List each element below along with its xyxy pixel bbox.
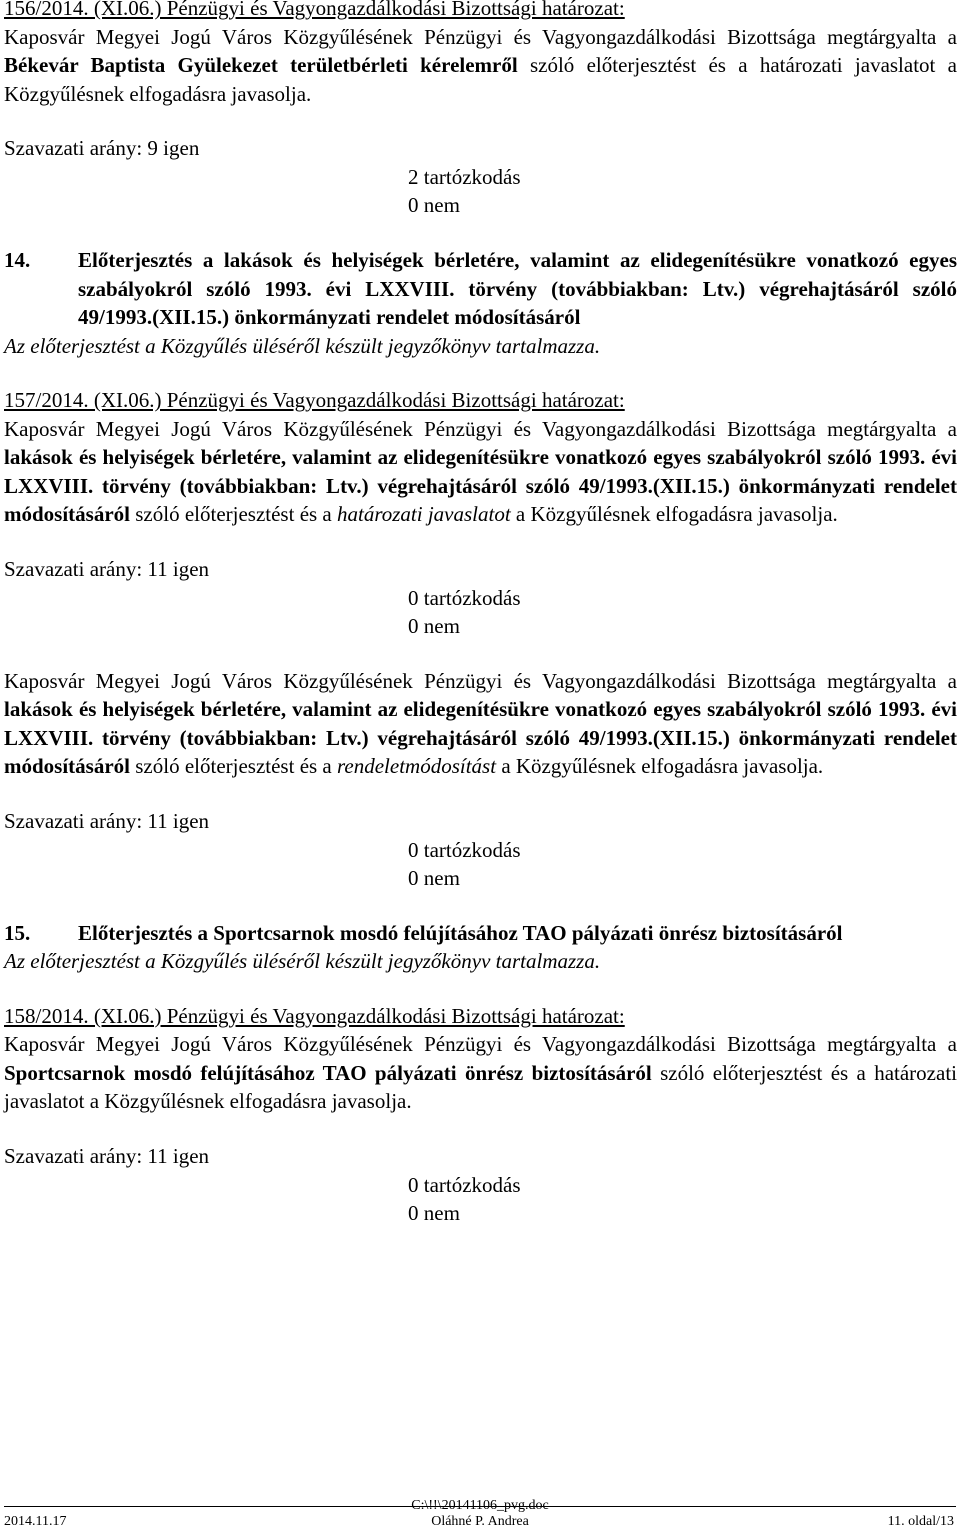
footer-file-path: C:\!!\20141106_pvg.doc [411, 1498, 549, 1513]
resolution-156: 156/2014. (XI.06.) Pénzügyi és Vagyongazdálkodási Bizottsági határozat: Kaposvár Megyei Jogú Város Közgyűlésének Pénzügyi és Vagyongazdálkodási Bizottsága megtárgyalta a Békevár Baptista Gyülekezet területbérleti kérelemről szóló előterjesztést és a határozati javaslatot a Közgyűlésnek elfogadásra javasolja. [4, 0, 957, 108]
resolution-157: 157/2014. (XI.06.) Pénzügyi és Vagyongazdálkodási Bizottsági határozat: Kaposvár Megyei Jogú Város Közgyűlésének Pénzügyi és Vagyongazdálkodási Bizottsága megtárgyalta a lakások és helyiségek bérletére, valamint az elidegenítésükre vonatkozó egyes szabályokról szóló 1993. évi LXXVIII. törvény (továbbiakban: Ltv.) végrehajtásáról szóló 49/1993.(XII.15.) önkormányzati rendelet módosításáról szóló előterjesztést és a határozati javaslatot a Közgyűlésnek elfogadásra javasolja. [4, 388, 957, 526]
vote-yes: Szavazati arány: 11 igen [4, 1143, 210, 1168]
agenda-item-14 [4, 246, 957, 332]
vote-no: 0 nem [408, 193, 460, 217]
vote-result [4, 1142, 957, 1228]
vote-yes: Szavazati arány: 11 igen [4, 808, 210, 833]
vote-abstain: 2 tartózkodás [408, 165, 521, 189]
vote-yes: Szavazati arány: 11 igen [4, 556, 210, 581]
agenda-number: 14. [4, 248, 31, 272]
vote-no: 0 nem [408, 865, 460, 890]
agenda-item-15 [4, 919, 957, 948]
vote-result [4, 555, 957, 641]
agenda-text: Előterjesztés a lakások és helyiségek bérletére, valamint az elidegenítésükre vonatkozó egyes szabályokról szóló 1993. évi LXXVIII. törvény (továbbiakban: Ltv.) végrehajtásáról szóló 49/1993.(XII.15.) önkormányzati rendelet módosításáról [78, 248, 957, 329]
resolution-title: 158/2014. (XI.06.) Pénzügyi és Vagyongazdálkodási Bizottsági határozat: [4, 1003, 625, 1028]
footer-page-number: 11. oldal/13 [887, 1514, 954, 1529]
vote-abstain: 0 tartózkodás [408, 585, 521, 610]
document-page [4, 0, 957, 1228]
agenda-text: Előterjesztés a Sportcsarnok mosdó felújításához TAO pályázati önrész biztosításáról [78, 920, 843, 945]
vote-yes: Szavazati arány: 9 igen [4, 136, 200, 160]
resolution-158: 158/2014. (XI.06.) Pénzügyi és Vagyongazdálkodási Bizottsági határozat: Kaposvár Megyei Jogú Város Közgyűlésének Pénzügyi és Vagyongazdálkodási Bizottsága megtárgyalta a Sportcsarnok mosdó felújításához TAO pályázati önrész biztosításáról szóló előterjesztést és a határozati javaslatot a Közgyűlésnek elfogadásra javasolja. [4, 1003, 957, 1113]
resolution-title: 157/2014. (XI.06.) Pénzügyi és Vagyongazdálkodási Bizottsági határozat: [4, 388, 625, 412]
vote-abstain: 0 tartózkodás [408, 837, 521, 862]
agenda-note: Az előterjesztést a Közgyűlés üléséről készült jegyzőkönyv tartalmazza. [4, 333, 601, 358]
vote-result [4, 807, 957, 893]
agenda-note: Az előterjesztést a Közgyűlés üléséről készült jegyzőkönyv tartalmazza. [4, 949, 601, 973]
page-footer [4, 1498, 956, 1529]
resolution-157-regulation: Kaposvár Megyei Jogú Város Közgyűlésének Pénzügyi és Vagyongazdálkodási Bizottsága megtárgyalta a lakások és helyiségek bérletére, valamint az elidegenítésükre vonatkozó egyes szabályokról szóló 1993. évi LXXVIII. törvény (továbbiakban: Ltv.) végrehajtásáról szóló 49/1993.(XII.15.) önkormányzati rendelet módosításáról szóló előterjesztést és a rendeletmódosítást a Közgyűlésnek elfogadásra javasolja. [4, 668, 957, 778]
agenda-number: 15. [4, 920, 31, 945]
vote-no: 0 nem [408, 1200, 460, 1225]
footer-date: 2014.11.17 [4, 1514, 67, 1529]
resolution-title: 156/2014. (XI.06.) Pénzügyi és Vagyongazdálkodási Bizottsági határozat: [4, 0, 625, 20]
vote-abstain: 0 tartózkodás [408, 1172, 521, 1197]
vote-result [4, 134, 957, 220]
footer-author: Oláhné P. Andrea [431, 1514, 529, 1529]
vote-no: 0 nem [408, 613, 460, 638]
